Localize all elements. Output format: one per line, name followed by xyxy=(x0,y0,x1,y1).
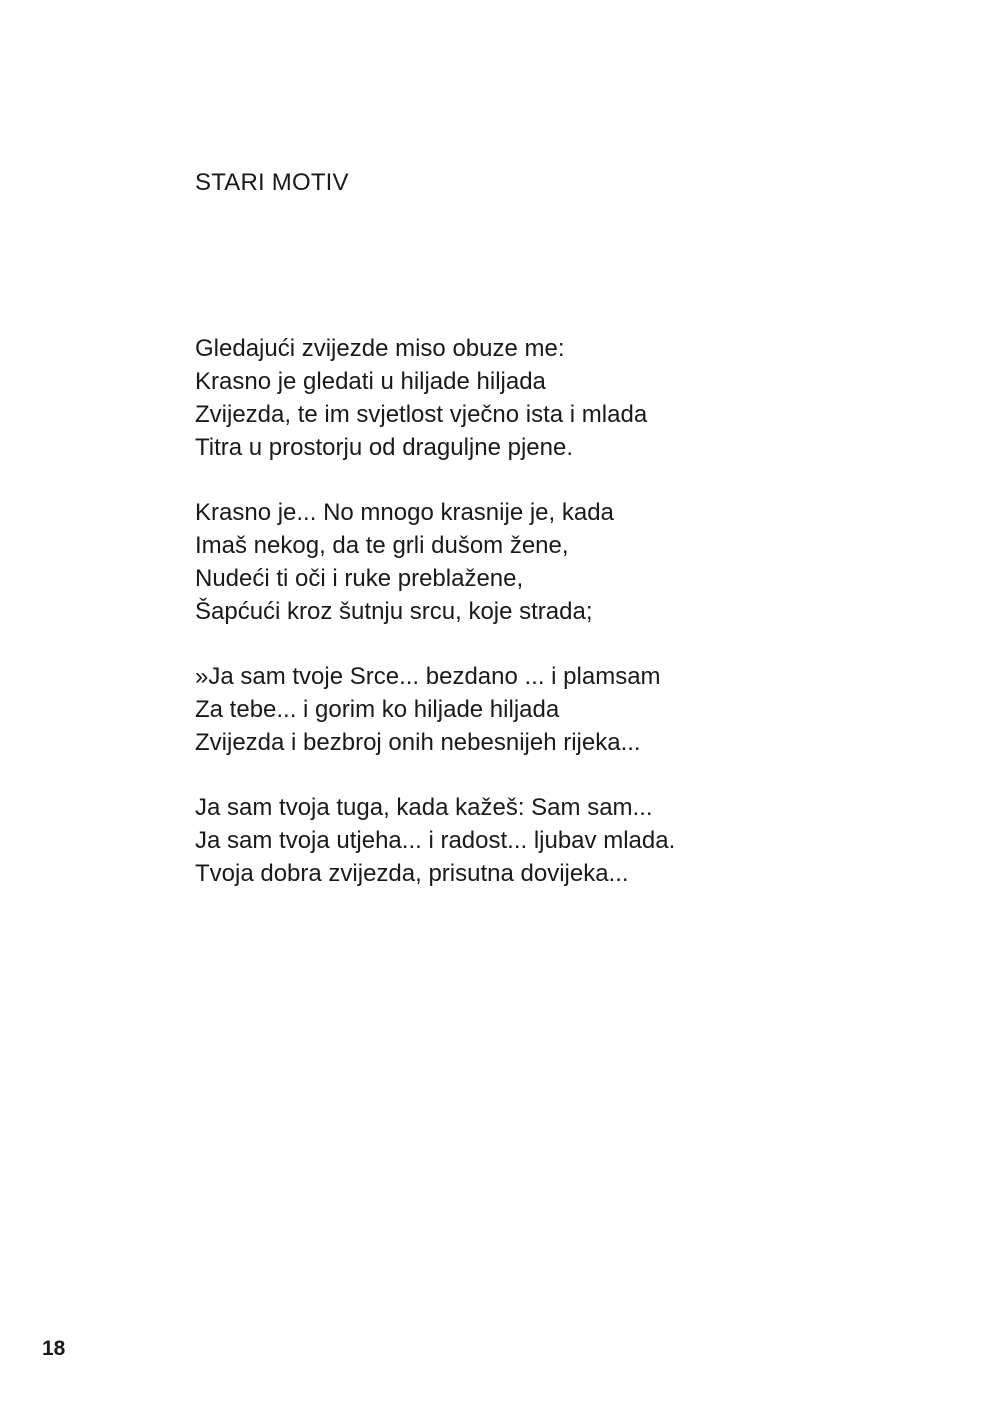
stanza-1 xyxy=(195,332,675,464)
poem-line: Krasno je... No mnogo krasnije je, kada xyxy=(195,499,614,526)
poem-line: Zvijezda, te im svjetlost vječno ista i mlada xyxy=(195,401,648,428)
stanza-2 xyxy=(195,496,675,628)
stanza-4 xyxy=(195,791,675,890)
poem-line: Za tebe... i gorim ko hiljade hiljada xyxy=(195,696,560,723)
page-number: 18 xyxy=(42,1337,66,1360)
poem-line: »Ja sam tvoje Srce... bezdano ... i plamsam xyxy=(195,663,661,690)
poem-line: Gledajući zvijezde miso obuze me: xyxy=(195,335,565,362)
poem-body xyxy=(195,332,675,890)
poem-line: Nudeći ti oči i ruke preblažene, xyxy=(195,565,524,592)
poem-line: Šapćući kroz šutnju srcu, koje strada; xyxy=(195,598,593,625)
poem-line: Tvoja dobra zvijezda, prisutna dovijeka... xyxy=(195,860,629,887)
poem-line: Imaš nekog, da te grli dušom žene, xyxy=(195,532,569,559)
poem-line: Krasno je gledati u hiljade hiljada xyxy=(195,368,546,395)
poem-line: Titra u prostorju od draguljne pjene. xyxy=(195,434,573,461)
poem-title: STARI MOTIV xyxy=(195,169,349,196)
poem-line: Zvijezda i bezbroj onih nebesnijeh rijeka... xyxy=(195,729,641,756)
poem-line: Ja sam tvoja utjeha... i radost... ljubav mlada. xyxy=(195,827,676,854)
stanza-3 xyxy=(195,660,675,759)
poem-line: Ja sam tvoja tuga, kada kažeš: Sam sam... xyxy=(195,794,653,821)
